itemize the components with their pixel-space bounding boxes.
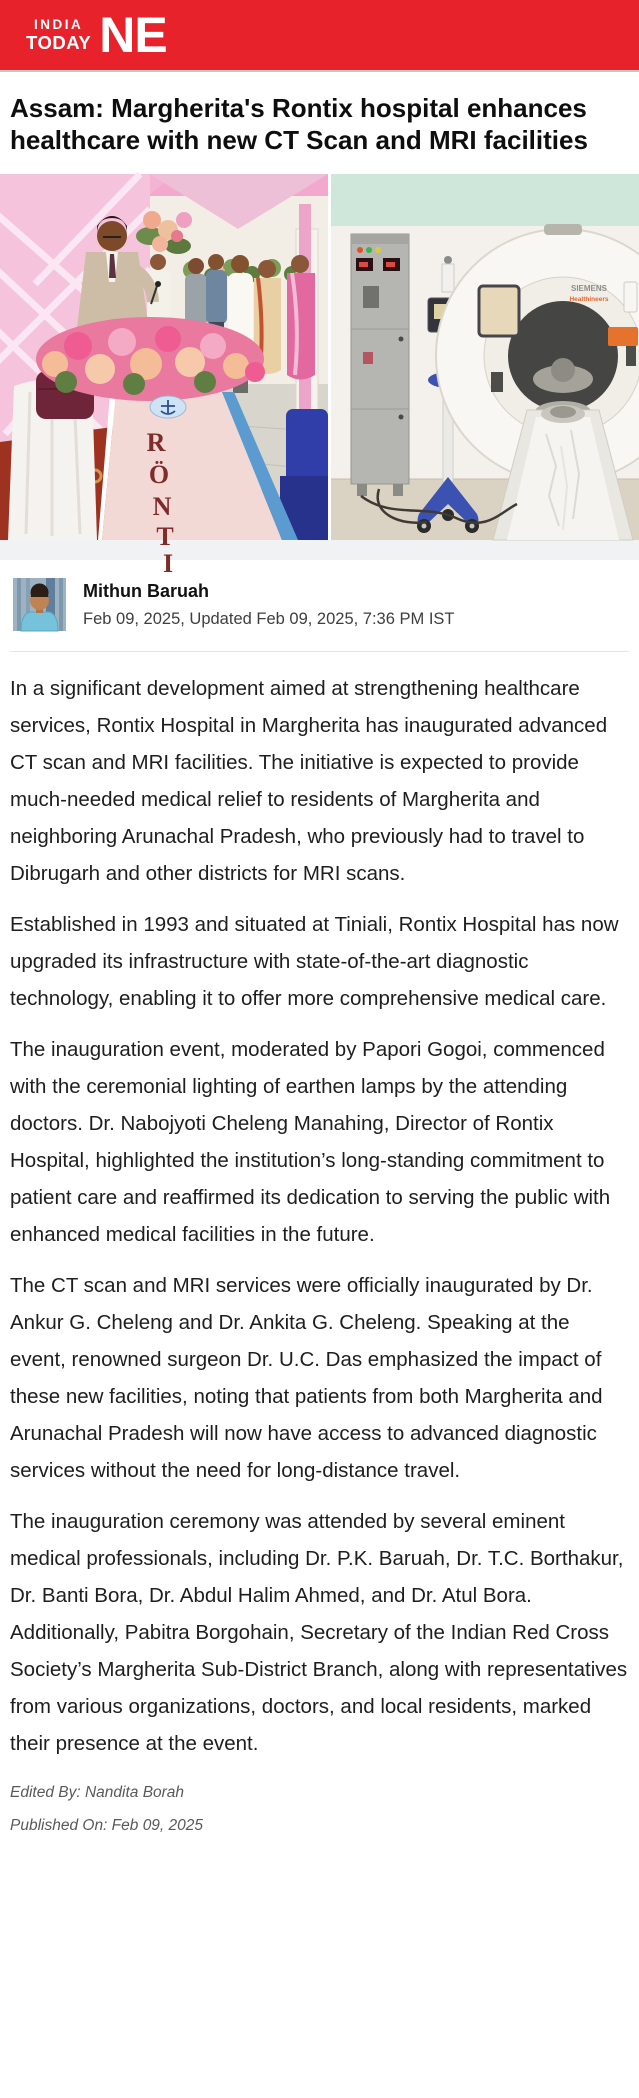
scanner-brand-text: SIEMENS [570,284,608,293]
article-paragraph: The inauguration event, moderated by Papori Gogoi, commenced with the ceremonial lighting of earthen lamps by the attending doctors. Dr. Nabojyoti Cheleng Manahing, Director of Rontix Hospital, highlighted the institution’s long-standing commitment to patient care and reaffirmed its dedication to serving the public with enhanced medical facilities in the future. [10,1038,611,1246]
india-today-wordmark [26,18,91,53]
podium-letter-2: Ö [148,460,170,489]
article-body [0,652,639,1762]
author-name[interactable]: Mithun Baruah [83,580,209,601]
author-byline [0,560,639,631]
photos-bottom-strip [0,540,639,560]
gantry-bore [508,301,618,411]
article-headline: Assam: Margherita's Rontix hospital enhances healthcare with new CT Scan and MRI facilities [10,93,588,155]
article-paragraph: Established in 1993 and situated at Tiniali, Rontix Hospital has now upgraded its infrastructure with state-of-the-art diagnostic technology, enabling it to offer more comprehensive medical care. [10,913,619,1010]
published-on: Published On: Feb 09, 2025 [10,1817,204,1834]
edited-by: Edited By: Nandita Borah [10,1784,185,1801]
gantry-button-panel [491,372,503,392]
orange-label [608,327,638,346]
podium-garland [36,317,265,401]
author-avatar[interactable] [13,578,66,631]
podium-letter-5: I [162,549,174,578]
author-avatar-photo [13,578,66,631]
article-paragraph: The CT scan and MRI services were officially inaugurated by Dr. Ankur G. Cheleng and Dr. Ankita G. Cheleng. Speaking at the event, renowned surgeon Dr. U.C. Das emphasized the impact of these new facilities, noting that patients from both Margherita and Arunachal Pradesh will now have access to advanced diagnostic services without the need for long-distance travel. [10,1274,603,1482]
india-today-ne-logo[interactable] [26,6,167,63]
podium-letter-3: N [152,492,172,521]
event-photo [0,174,328,578]
podium-letter-1: R [146,428,166,457]
gantry-handle [544,224,582,235]
article-paragraph: In a significant development aimed at strengthening healthcare services, Rontix Hospital in Margherita has inaugurated advanced CT scan and MRI facilities. The initiative is expected to provide much-needed medical relief to residents of Margherita and neighboring Arunachal Pradesh, who previously had to travel to Dibrugarh and other districts for MRI scans. [10,677,608,885]
top-header [0,0,639,72]
logo-today-text: TODAY [26,32,92,53]
logo-india-text: INDIA [33,16,84,32]
logo-ne-text: NE [99,6,167,63]
ct-scanner-photo [331,174,639,540]
gantry-display-screen [479,286,519,336]
wall-box [624,282,637,312]
scanner-brand-subtext: Healthineers [569,296,609,303]
podium-emblem [150,396,186,418]
equipment-cabinet [351,234,409,496]
author-meta [83,581,455,629]
article-paragraph: The inauguration ceremony was attended by several eminent medical professionals, including Dr. P.K. Baruah, Dr. T.C. Borthakur, Dr. Banti Bora, Dr. Abdul Halim Ahmed, and Dr. Atul Bora. Additionally, Pabitra Borgohain, Secretary of the Indian Red Cross Society’s Margherita Sub-District Branch, along with representatives from various organizations, doctors, and local residents, marked their presence at the event. [10,1510,628,1755]
article-dateline: Feb 09, 2025, Updated Feb 09, 2025, 7:36 PM IST [83,609,455,628]
podium-letter-4: T [156,522,174,551]
article-footer [0,1774,639,1878]
article-photos [0,174,639,578]
mint-wall-band [331,174,639,226]
